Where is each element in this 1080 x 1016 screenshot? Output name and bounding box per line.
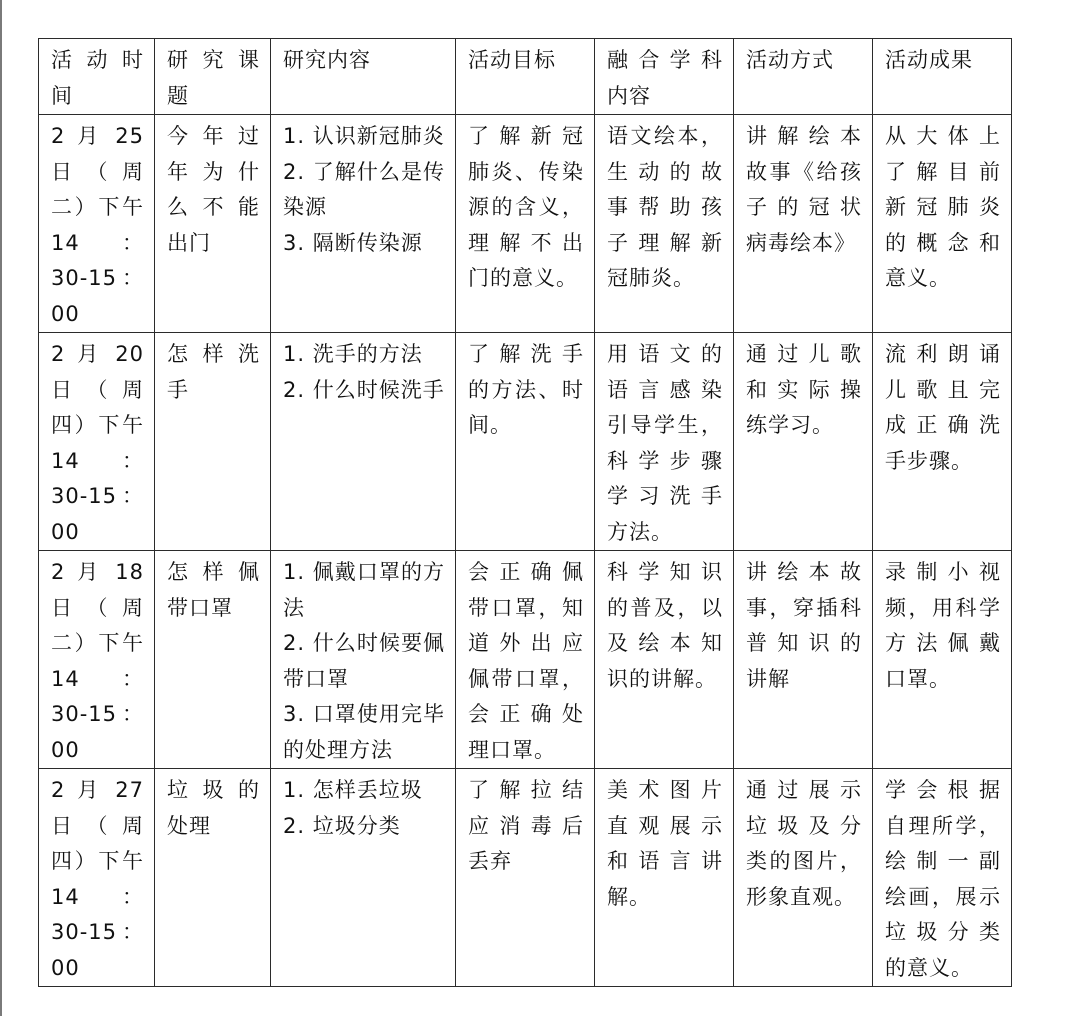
cell-subject: 科 学 知 识 的普及，以 及 绘 本 知 识的讲解。: [595, 551, 734, 769]
cell-topic: 怎 样 佩 带口罩: [155, 551, 271, 769]
cell-topic: 今 年 过 年 为 什 么 不 能 出门: [155, 115, 271, 333]
cell-result: 学 会 根 据 自理所学，绘 制 一 副 绘画，展示 垃 圾 分 类 的意义。: [873, 769, 1012, 987]
cell-method: 通 过 儿 歌 和 实 际 操 练学习。: [734, 333, 873, 551]
activity-plan-table: [38, 38, 1012, 987]
cell-content: 1. 佩戴口罩的方法 2. 什么时候要佩带口罩 3. 口罩使用完毕的处理方法: [271, 551, 456, 769]
cell-method: 通 过 展 示 垃 圾 及 分 类的图片，形象直观。: [734, 769, 873, 987]
header-cell-subject: 融 合 学 科 内容: [595, 39, 734, 115]
cell-content: 1. 洗手的方法 2. 什么时候洗手: [271, 333, 456, 551]
cell-time: 2 月 18 日 （ 周 二）下午 14 ： 30-15： 00: [39, 551, 155, 769]
cell-subject: 语文绘本，生 动 的 故 事 帮 助 孩 子 理 解 新 冠肺炎。: [595, 115, 734, 333]
cell-time: 2 月 25 日 （ 周 二）下午 14 ： 30-15： 00: [39, 115, 155, 333]
table-row: [39, 115, 1012, 333]
cell-goal: 了 解 洗 手 的方法、时间。: [456, 333, 595, 551]
header-cell-result: 活动成果: [873, 39, 1012, 115]
cell-subject: 美 术 图 片 直 观 展 示 和 语 言 讲 解。: [595, 769, 734, 987]
header-cell-topic: 研 究 课 题: [155, 39, 271, 115]
cell-content: 1. 怎样丢垃圾 2. 垃圾分类: [271, 769, 456, 987]
cell-result: 从 大 体 上 了 解 目 前 新 冠 肺 炎 的 概 念 和 意义。: [873, 115, 1012, 333]
cell-goal: 了 解 拉 结 应 消 毒 后 丢弃: [456, 769, 595, 987]
cell-goal: 了 解 新 冠 肺炎、传染源的含义，理 解 不 出 门的意义。: [456, 115, 595, 333]
cell-result: 流 利 朗 诵 儿 歌 且 完 成 正 确 洗 手步骤。: [873, 333, 1012, 551]
table-header-row: [39, 39, 1012, 115]
page-left-edge: [0, 0, 2, 1016]
cell-method: 讲 解 绘 本 故事《给孩 子 的 冠 状 病毒绘本》: [734, 115, 873, 333]
table-row: [39, 551, 1012, 769]
cell-subject: 用 语 文 的 语 言 感 染 引导学生，科 学 步 骤 学 习 洗 手 方法。: [595, 333, 734, 551]
cell-time: 2 月 27 日 （ 周 四）下午 14 ： 30-15： 00: [39, 769, 155, 987]
cell-topic: 垃 圾 的 处理: [155, 769, 271, 987]
header-cell-goal: 活动目标: [456, 39, 595, 115]
table-row: [39, 769, 1012, 987]
header-cell-method: 活动方式: [734, 39, 873, 115]
cell-result: 录 制 小 视 频，用科学 方法佩戴 口罩。: [873, 551, 1012, 769]
header-cell-content: 研究内容: [271, 39, 456, 115]
cell-method: 讲 绘 本 故 事，穿插科 普 知 识 的 讲解: [734, 551, 873, 769]
cell-goal: 会 正 确 佩 带口罩，知 道 外 出 应 佩带口罩，会 正 确 处 理口罩。: [456, 551, 595, 769]
table-row: [39, 333, 1012, 551]
cell-content: 1. 认识新冠肺炎 2. 了解什么是传染源 3. 隔断传染源: [271, 115, 456, 333]
cell-time: 2 月 20 日 （ 周 四）下午 14 ： 30-15： 00: [39, 333, 155, 551]
cell-topic: 怎 样 洗 手: [155, 333, 271, 551]
header-cell-time: 活 动 时 间: [39, 39, 155, 115]
